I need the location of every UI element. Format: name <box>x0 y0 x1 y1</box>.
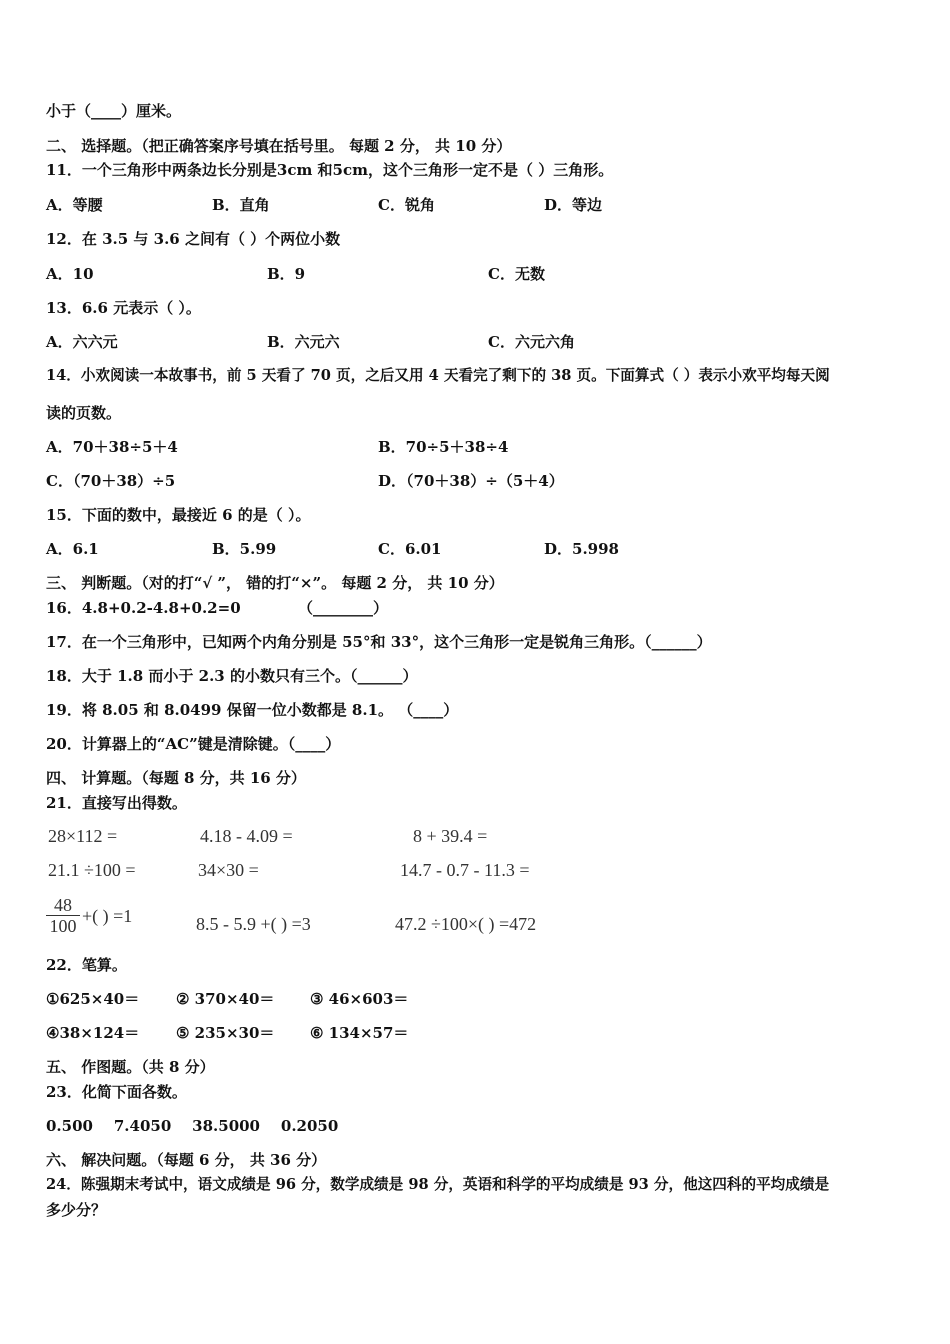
q11-option-d: D．等边 <box>544 196 603 214</box>
question-18: 18．大于 1.8 而小于 2.3 的小数只有三个。（______） <box>46 667 418 685</box>
question-13: 13．6.6 元表示（ ）。 <box>46 299 201 317</box>
question-23: 23．化简下面各数。 <box>46 1083 187 1101</box>
section-heading-solve: 六、 解决问题。（每题 6 分， 共 36 分） <box>46 1151 327 1169</box>
written-3: ③ 46×603＝ <box>310 990 409 1008</box>
q14-option-c: C．（70＋38）÷5 <box>46 472 176 490</box>
calc-r1-c2: 4.18 - 4.09 = <box>200 826 293 846</box>
question-16-blank: （________） <box>298 599 389 617</box>
q12-option-b: B．9 <box>267 265 306 283</box>
calc-fraction <box>46 895 80 936</box>
question-21: 21．直接写出得数。 <box>46 794 187 812</box>
written-5: ⑤ 235×30＝ <box>176 1024 275 1042</box>
written-2: ② 370×40＝ <box>176 990 275 1008</box>
section-heading-draw: 五、 作图题。（共 8 分） <box>46 1058 215 1076</box>
q13-option-a: A．六六元 <box>46 333 118 351</box>
section-heading-choice: 二、 选择题。（把正确答案序号填在括号里。 每题 2 分， 共 10 分） <box>46 137 512 155</box>
question-22: 22．笔算。 <box>46 956 127 974</box>
question-11: 11．一个三角形中两条边长分别是3cm 和5cm，这个三角形一定不是（ ）三角形。 <box>46 161 614 179</box>
q15-option-c: C．6.01 <box>378 540 442 558</box>
q15-option-b: B．5.99 <box>212 540 277 558</box>
calc-r1-c3: 8 + 39.4 = <box>413 826 488 846</box>
written-6: ⑥ 134×57＝ <box>310 1024 409 1042</box>
question-12: 12．在 3.5 与 3.6 之间有（ ）个两位小数 <box>46 230 341 248</box>
calc-r2-c2: 34×30 = <box>198 860 259 880</box>
fraction-numerator: 48 <box>46 895 80 916</box>
question-17: 17．在一个三角形中，已知两个内角分别是 55°和 33°，这个三角形一定是锐角三角形。（______） <box>46 633 712 651</box>
calc-r1-c1: 28×112 = <box>48 826 118 846</box>
q14-option-b: B．70÷5＋38÷4 <box>378 438 509 456</box>
calc-r2-c1: 21.1 ÷100 = <box>48 860 136 880</box>
section-heading-calc: 四、 计算题。（每题 8 分，共 16 分） <box>46 769 306 787</box>
q12-option-a: A．10 <box>46 265 94 283</box>
question-20: 20．计算器上的“AC”键是清除键。（____） <box>46 735 341 753</box>
fraction-denominator: 100 <box>49 916 77 936</box>
calc-r3-c3: 47.2 ÷100×( ) =472 <box>395 914 537 934</box>
question-15: 15．下面的数中，最接近 6 的是（ ）。 <box>46 506 311 524</box>
section-heading-judge: 三、 判断题。（对的打“√ ”， 错的打“×”。 每题 2 分， 共 10 分） <box>46 574 504 592</box>
q14-option-d: D．（70＋38）÷（5＋4） <box>378 472 564 490</box>
question-14-line1: 14．小欢阅读一本故事书，前 5 天看了 70 页，之后又用 4 天看完了剩下的 38 页。下面算式（ ）表示小欢平均每天阅 <box>46 367 830 384</box>
question-14-line2: 读的页数。 <box>46 404 122 422</box>
calc-r3-c1: +( ) =1 <box>82 906 133 926</box>
q15-option-a: A．6.1 <box>46 540 99 558</box>
q12-option-c: C．无数 <box>488 265 545 283</box>
q13-option-b: B．六元六 <box>267 333 340 351</box>
q11-option-b: B．直角 <box>212 196 270 214</box>
calc-r2-c3: 14.7 - 0.7 - 11.3 = <box>400 860 530 880</box>
question-23-values: 0.500 7.4050 38.5000 0.2050 <box>46 1117 339 1135</box>
written-4: ④38×124＝ <box>46 1024 140 1042</box>
written-1: ①625×40＝ <box>46 990 140 1008</box>
q14-option-a: A．70＋38÷5＋4 <box>46 438 178 456</box>
q11-option-c: C．锐角 <box>378 196 435 214</box>
q13-option-c: C．六元六角 <box>488 333 575 351</box>
line-prev-answer: 小于（____）厘米。 <box>46 102 182 120</box>
question-19: 19．将 8.05 和 8.0499 保留一位小数都是 8.1。 （____） <box>46 701 459 719</box>
calc-r3-c2: 8.5 - 5.9 +( ) =3 <box>196 914 311 934</box>
question-16: 16．4.8+0.2-4.8+0.2=0 <box>46 599 241 617</box>
question-24-line1: 24．陈强期末考试中，语文成绩是 96 分，数学成绩是 98 分，英语和科学的平均成绩是 93 分，他这四科的平均成绩是 <box>46 1176 830 1193</box>
q15-option-d: D．5.998 <box>544 540 619 558</box>
q11-option-a: A．等腰 <box>46 196 103 214</box>
question-24-line2: 多少分？ <box>46 1201 107 1219</box>
